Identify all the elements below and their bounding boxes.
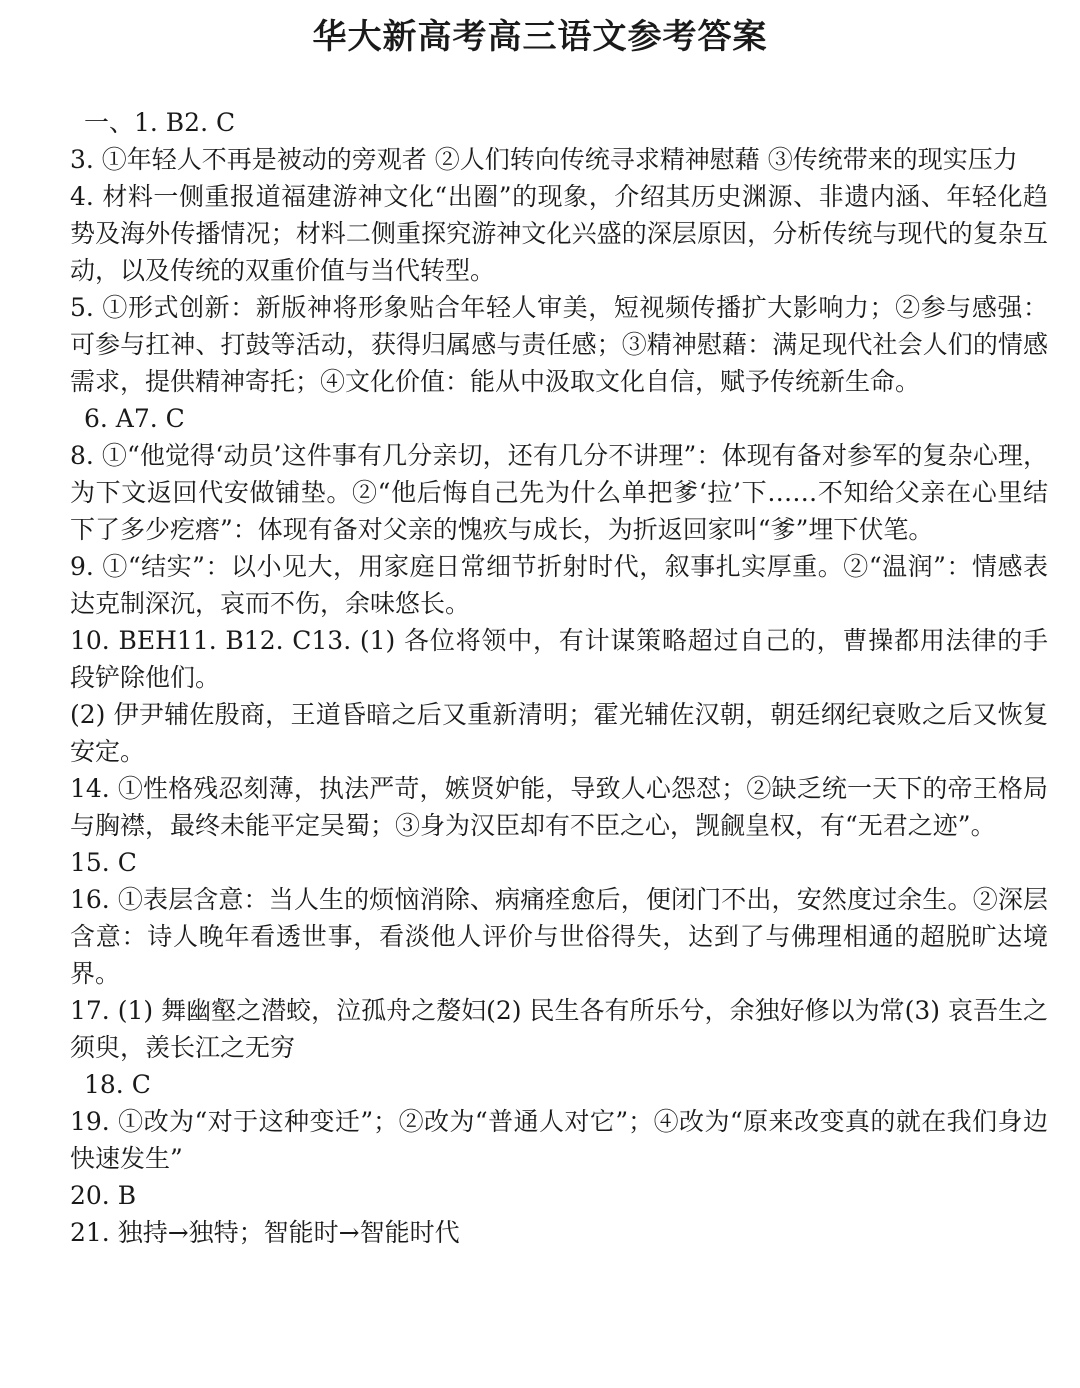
answer-10-13-part1: 10. BEH11. B12. C13. (1) 各位将领中，有计谋策略超过自己的，曹操都用法律的手段铲除他们。 — [70, 626, 1048, 692]
answer-16: 16. ①表层含意：当人生的烦恼消除、病痛痊愈后，便闭门不出，安然度过余生。②深层含意：诗人晚年看透世事，看淡他人评价与世俗得失，达到了与佛理相通的超脱旷达境界。 — [70, 885, 1048, 988]
answer-1-2: 一、1. B2. C — [84, 108, 236, 137]
answer-19: 19. ①改为“对于这种变迁”；②改为“普通人对它”；④改为“原来改变真的就在我们身边快速发生” — [70, 1107, 1048, 1173]
answer-20: 20. B — [70, 1181, 137, 1210]
answer-3: 3. ①年轻人不再是被动的旁观者 ②人们转向传统寻求精神慰藉 ③传统带来的现实压力 — [70, 145, 1018, 174]
answer-18: 18. C — [84, 1070, 151, 1099]
answer-8: 8. ①“他觉得‘动员’这件事有几分亲切，还有几分不讲理”：体现有备对参军的复杂心理，为下文返回代安做铺垫。②“他后悔自己先为什么单把爹‘拉’下……不知给父亲在心里结下了多少疙瘩”：体现有备对父亲的愧疚与成长，为折返回家叫“爹”埋下伏笔。 — [70, 441, 1048, 544]
document-title: 华大新高考高三语文参考答案 — [312, 17, 768, 57]
answer-21: 21. 独持→独特；智能时→智能时代 — [70, 1218, 460, 1247]
answer-5: 5. ①形式创新：新版神将形象贴合年轻人审美，短视频传播扩大影响力；②参与感强：可参与扛神、打鼓等活动，获得归属感与责任感；③精神慰藉：满足现代社会人们的情感需求，提供精神寄托；④文化价值：能从中汲取文化自信，赋予传统新生命。 — [70, 293, 1048, 396]
answer-15: 15. C — [70, 848, 137, 877]
answer-13-part2: (2) 伊尹辅佐殷商，王道昏暗之后又重新清明；霍光辅佐汉朝，朝廷纲纪衰败之后又恢复安定。 — [70, 700, 1048, 766]
answer-4: 4. 材料一侧重报道福建游神文化“出圈”的现象，介绍其历史渊源、非遗内涵、年轻化趋势及海外传播情况；材料二侧重探究游神文化兴盛的深层原因，分析传统与现代的复杂互动，以及传统的双重价值与当代转型。 — [70, 182, 1048, 285]
answer-6-7: 6. A7. C — [84, 404, 185, 433]
answer-list — [70, 104, 1048, 1251]
answer-14: 14. ①性格残忍刻薄，执法严苛，嫉贤妒能，导致人心怨怼；②缺乏统一天下的帝王格局与胸襟，最终未能平定吴蜀；③身为汉臣却有不臣之心，觊觎皇权，有“无君之迹”。 — [70, 774, 1048, 840]
answer-9: 9. ①“结实”：以小见大，用家庭日常细节折射时代，叙事扎实厚重。②“温润”：情感表达克制深沉，哀而不伤，余味悠长。 — [70, 552, 1048, 618]
answer-17: 17. (1) 舞幽壑之潜蛟，泣孤舟之嫠妇(2) 民生各有所乐兮，余独好修以为常(3) 哀吾生之须臾，羡长江之无穷 — [70, 996, 1048, 1062]
